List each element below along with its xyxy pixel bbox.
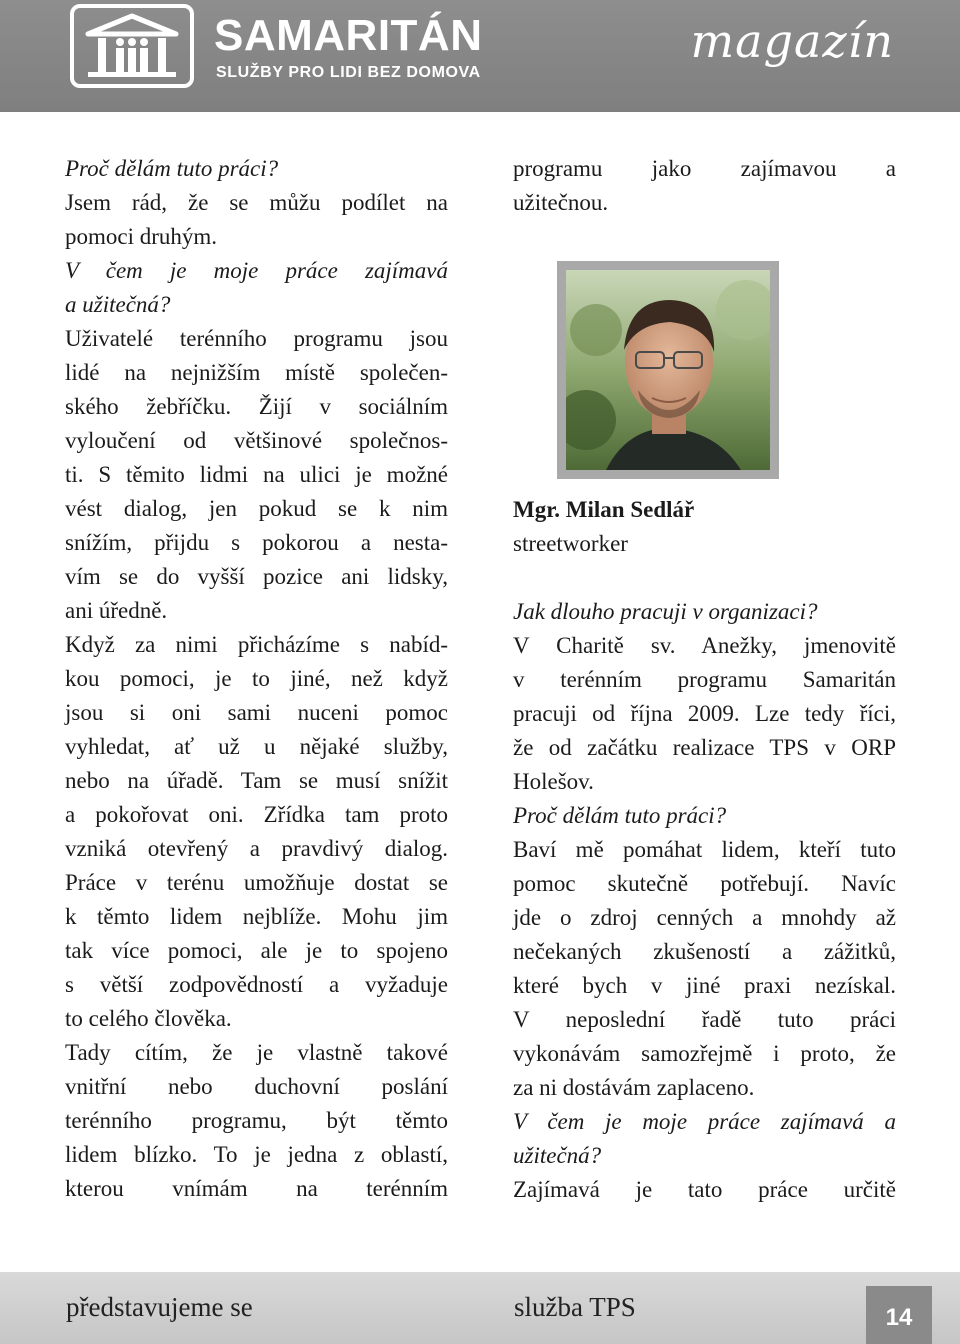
brand-name: SAMARITÁN bbox=[214, 11, 483, 60]
text-line: k těmto lidem nejblíže. Mohu jim bbox=[65, 904, 448, 929]
portrait-image bbox=[566, 270, 770, 470]
text-line: Práce v terénu umožňuje dostat se bbox=[65, 870, 448, 895]
text-line: snížím, přijdu s pokorou a nesta- bbox=[65, 530, 448, 555]
text-line: že od začátku realizace TPS v ORP bbox=[513, 735, 896, 760]
text-line: lidem blízko. To je jedna z oblastí, bbox=[65, 1142, 448, 1167]
text-line: kou pomoci, je to jiné, než když bbox=[65, 666, 448, 691]
text-line: Holešov. bbox=[513, 769, 594, 794]
text-line: terénního programu, být těmto bbox=[65, 1108, 448, 1133]
text-line: pracuji od října 2009. Lze tedy říci, bbox=[513, 701, 896, 726]
text-line: vést dialog, jen pokud se k nim bbox=[65, 496, 448, 521]
text-line: vyloučení od většinové společnos- bbox=[65, 428, 448, 453]
text-line: ani úředně. bbox=[65, 598, 168, 623]
text-line: užitečná? bbox=[513, 1143, 602, 1168]
text-line: programu jako zajímavou a bbox=[513, 156, 896, 181]
text-line: vnitřní nebo duchovní poslání bbox=[65, 1074, 448, 1099]
text-line: vzniká otevřený a pravdivý dialog. bbox=[65, 836, 448, 861]
text-line: V neposlední řadě tuto práci bbox=[513, 1007, 896, 1032]
text-line: Baví mě pomáhat lidem, kteří tuto bbox=[513, 837, 896, 862]
text-line: a pokořovat oni. Zřídka tam proto bbox=[65, 802, 448, 827]
text-line: vykonávám samozřejmě i proto, že bbox=[513, 1041, 896, 1066]
text-line: Jak dlouho pracuji v organizaci? bbox=[513, 599, 818, 624]
photo-caption bbox=[513, 493, 694, 561]
text-line: Proč dělám tuto práci? bbox=[513, 803, 727, 828]
magazine-label: magazín bbox=[690, 14, 894, 68]
text-line: Jsem rád, že se můžu podílet na bbox=[65, 190, 448, 215]
text-line: Když za nimi přicházíme s nabíd- bbox=[65, 632, 448, 657]
right-text-column-top bbox=[513, 152, 896, 220]
page-number: 14 bbox=[885, 1304, 913, 1331]
person-role: streetworker bbox=[513, 531, 628, 556]
text-line: ského žebříčku. Žijí v sociálním bbox=[65, 394, 448, 419]
text-line: nečekaných zkušeností a zážitků, bbox=[513, 939, 896, 964]
text-line: ti. S těmito lidmi na ulici je možné bbox=[65, 462, 448, 487]
section-label: představujeme se bbox=[66, 1292, 253, 1322]
text-line: Tady cítím, že je vlastně takové bbox=[65, 1040, 448, 1065]
text-line: V Charitě sv. Anežky, jmenovitě bbox=[513, 633, 896, 658]
text-line: tak více pomoci, ale je to spojeno bbox=[65, 938, 448, 963]
text-line: s větší zodpovědností a vyžaduje bbox=[65, 972, 448, 997]
text-line: užitečnou. bbox=[513, 190, 609, 215]
person-name: Mgr. Milan Sedlář bbox=[513, 497, 695, 522]
brand-subtitle: SLUŽBY PRO LIDI BEZ DOMOVA bbox=[216, 64, 481, 81]
text-line: pomoci druhým. bbox=[65, 224, 218, 249]
text-line: jsou si oni sami nuceni pomoc bbox=[65, 700, 448, 725]
text-line: vyhledat, ať už u nějaké služby, bbox=[65, 734, 448, 759]
page-footer bbox=[0, 1272, 960, 1344]
text-line: za ni dostávám zaplaceno. bbox=[513, 1075, 755, 1100]
page-number-box bbox=[866, 1286, 932, 1344]
left-text-column bbox=[65, 152, 448, 1206]
building-columns-icon bbox=[74, 8, 190, 84]
text-line: pomoc skutečně potřebují. Navíc bbox=[513, 871, 896, 896]
page-header bbox=[0, 0, 960, 112]
samaritan-logo bbox=[70, 4, 194, 88]
portrait-photo bbox=[557, 261, 779, 479]
text-line: V čem je moje práce zajímavá a bbox=[513, 1109, 896, 1134]
text-line: Uživatelé terénního programu jsou bbox=[65, 326, 448, 351]
text-line: V čem je moje práce zajímavá bbox=[65, 258, 448, 283]
text-line: to celého člověka. bbox=[65, 1006, 232, 1031]
text-line: v terénním programu Samaritán bbox=[513, 667, 896, 692]
text-line: jde o zdroj cenných a mnohdy až bbox=[513, 905, 896, 930]
text-line: lidé na nejnižším místě společen- bbox=[65, 360, 448, 385]
text-line: kterou vnímám na terénním bbox=[65, 1176, 448, 1201]
text-line: Proč dělám tuto práci? bbox=[65, 156, 279, 181]
text-line: vím se do vyšší pozice ani lidsky, bbox=[65, 564, 448, 589]
service-label: služba TPS bbox=[514, 1292, 636, 1322]
text-line: Zajímavá je tato práce určitě bbox=[513, 1177, 896, 1202]
right-text-column bbox=[513, 595, 896, 1207]
text-line: a užitečná? bbox=[65, 292, 171, 317]
text-line: které bych v jiné praxi nezískal. bbox=[513, 973, 896, 998]
text-line: nebo na úřadě. Tam se musí snížit bbox=[65, 768, 448, 793]
